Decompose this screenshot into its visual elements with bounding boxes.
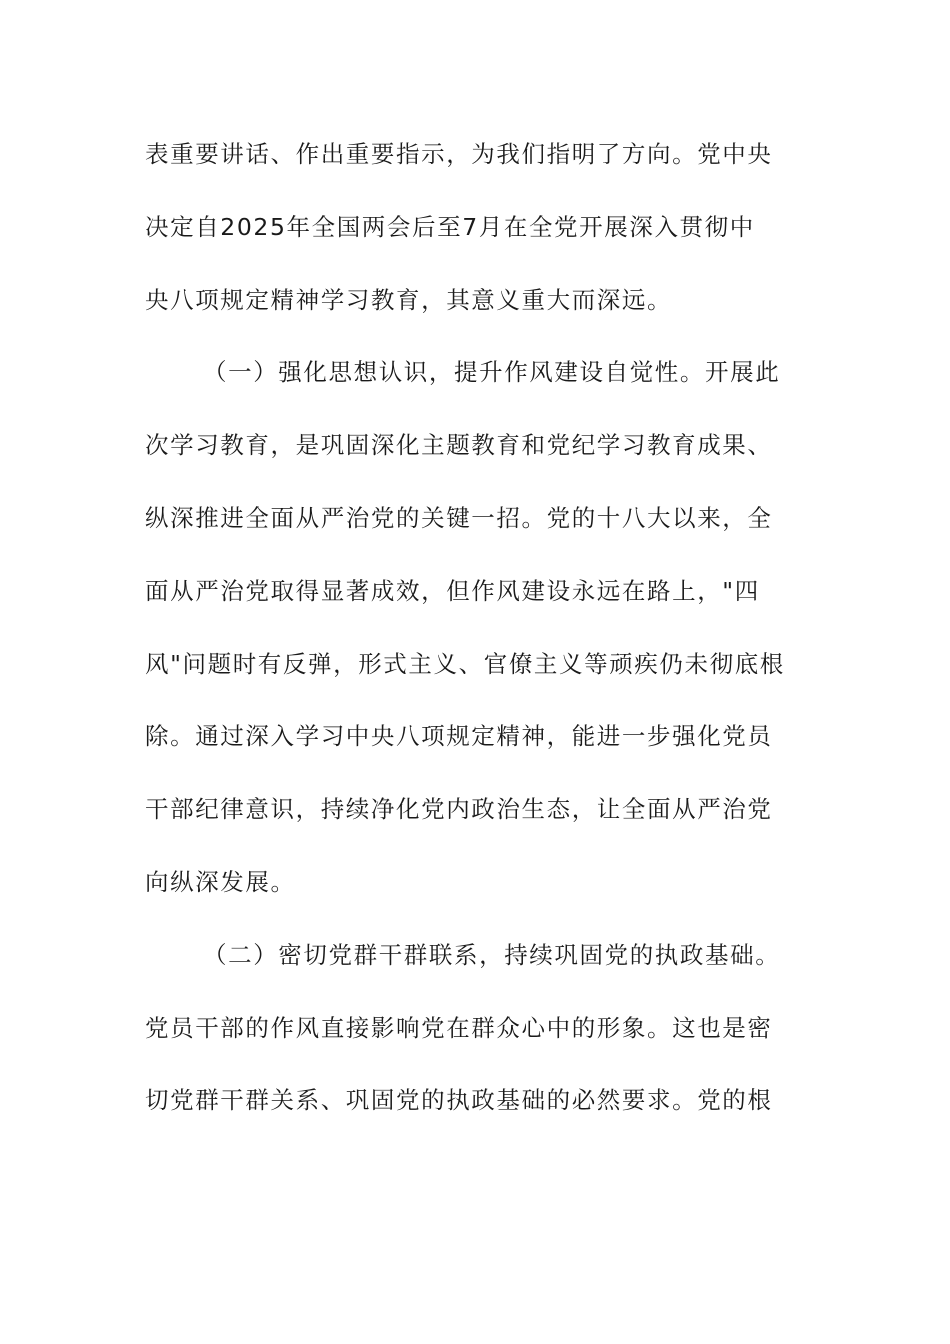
text-line: 除。通过深入学习中央八项规定精神，能进一步强化党员 — [145, 722, 773, 751]
text-line: 切党群干群关系、巩固党的执政基础的必然要求。党的根 — [145, 1086, 773, 1115]
section-heading-line: （二）密切党群干群联系，持续巩固党的执政基础。 — [203, 940, 781, 969]
text-line: 表重要讲话、作出重要指示，为我们指明了方向。党中央 — [145, 140, 773, 168]
text-line: 决定自2025年全国两会后至7月在全党开展深入贯彻中 — [145, 212, 755, 241]
text-line: 央八项规定精神学习教育，其意义重大而深远。 — [145, 285, 673, 314]
text-line: 干部纪律意识，持续净化党内政治生态，让全面从严治党 — [145, 795, 773, 824]
text-line: 向纵深发展。 — [145, 867, 296, 896]
text-line: 党员干部的作风直接影响党在群众心中的形象。这也是密 — [145, 1013, 773, 1042]
document-body — [145, 124, 805, 1143]
text-line: 纵深推进全面从严治党的关键一招。党的十八大以来，全 — [145, 503, 773, 532]
text-line: 风"问题时有反弹，形式主义、官僚主义等顽疾仍未彻底根 — [145, 649, 785, 678]
text-line: 面从严治党取得显著成效，但作风建设永远在路上，"四 — [145, 576, 760, 605]
text-line: 次学习教育，是巩固深化主题教育和党纪学习教育成果、 — [145, 431, 773, 460]
section-heading-line: （一）强化思想认识，提升作风建设自觉性。开展此 — [203, 358, 781, 387]
